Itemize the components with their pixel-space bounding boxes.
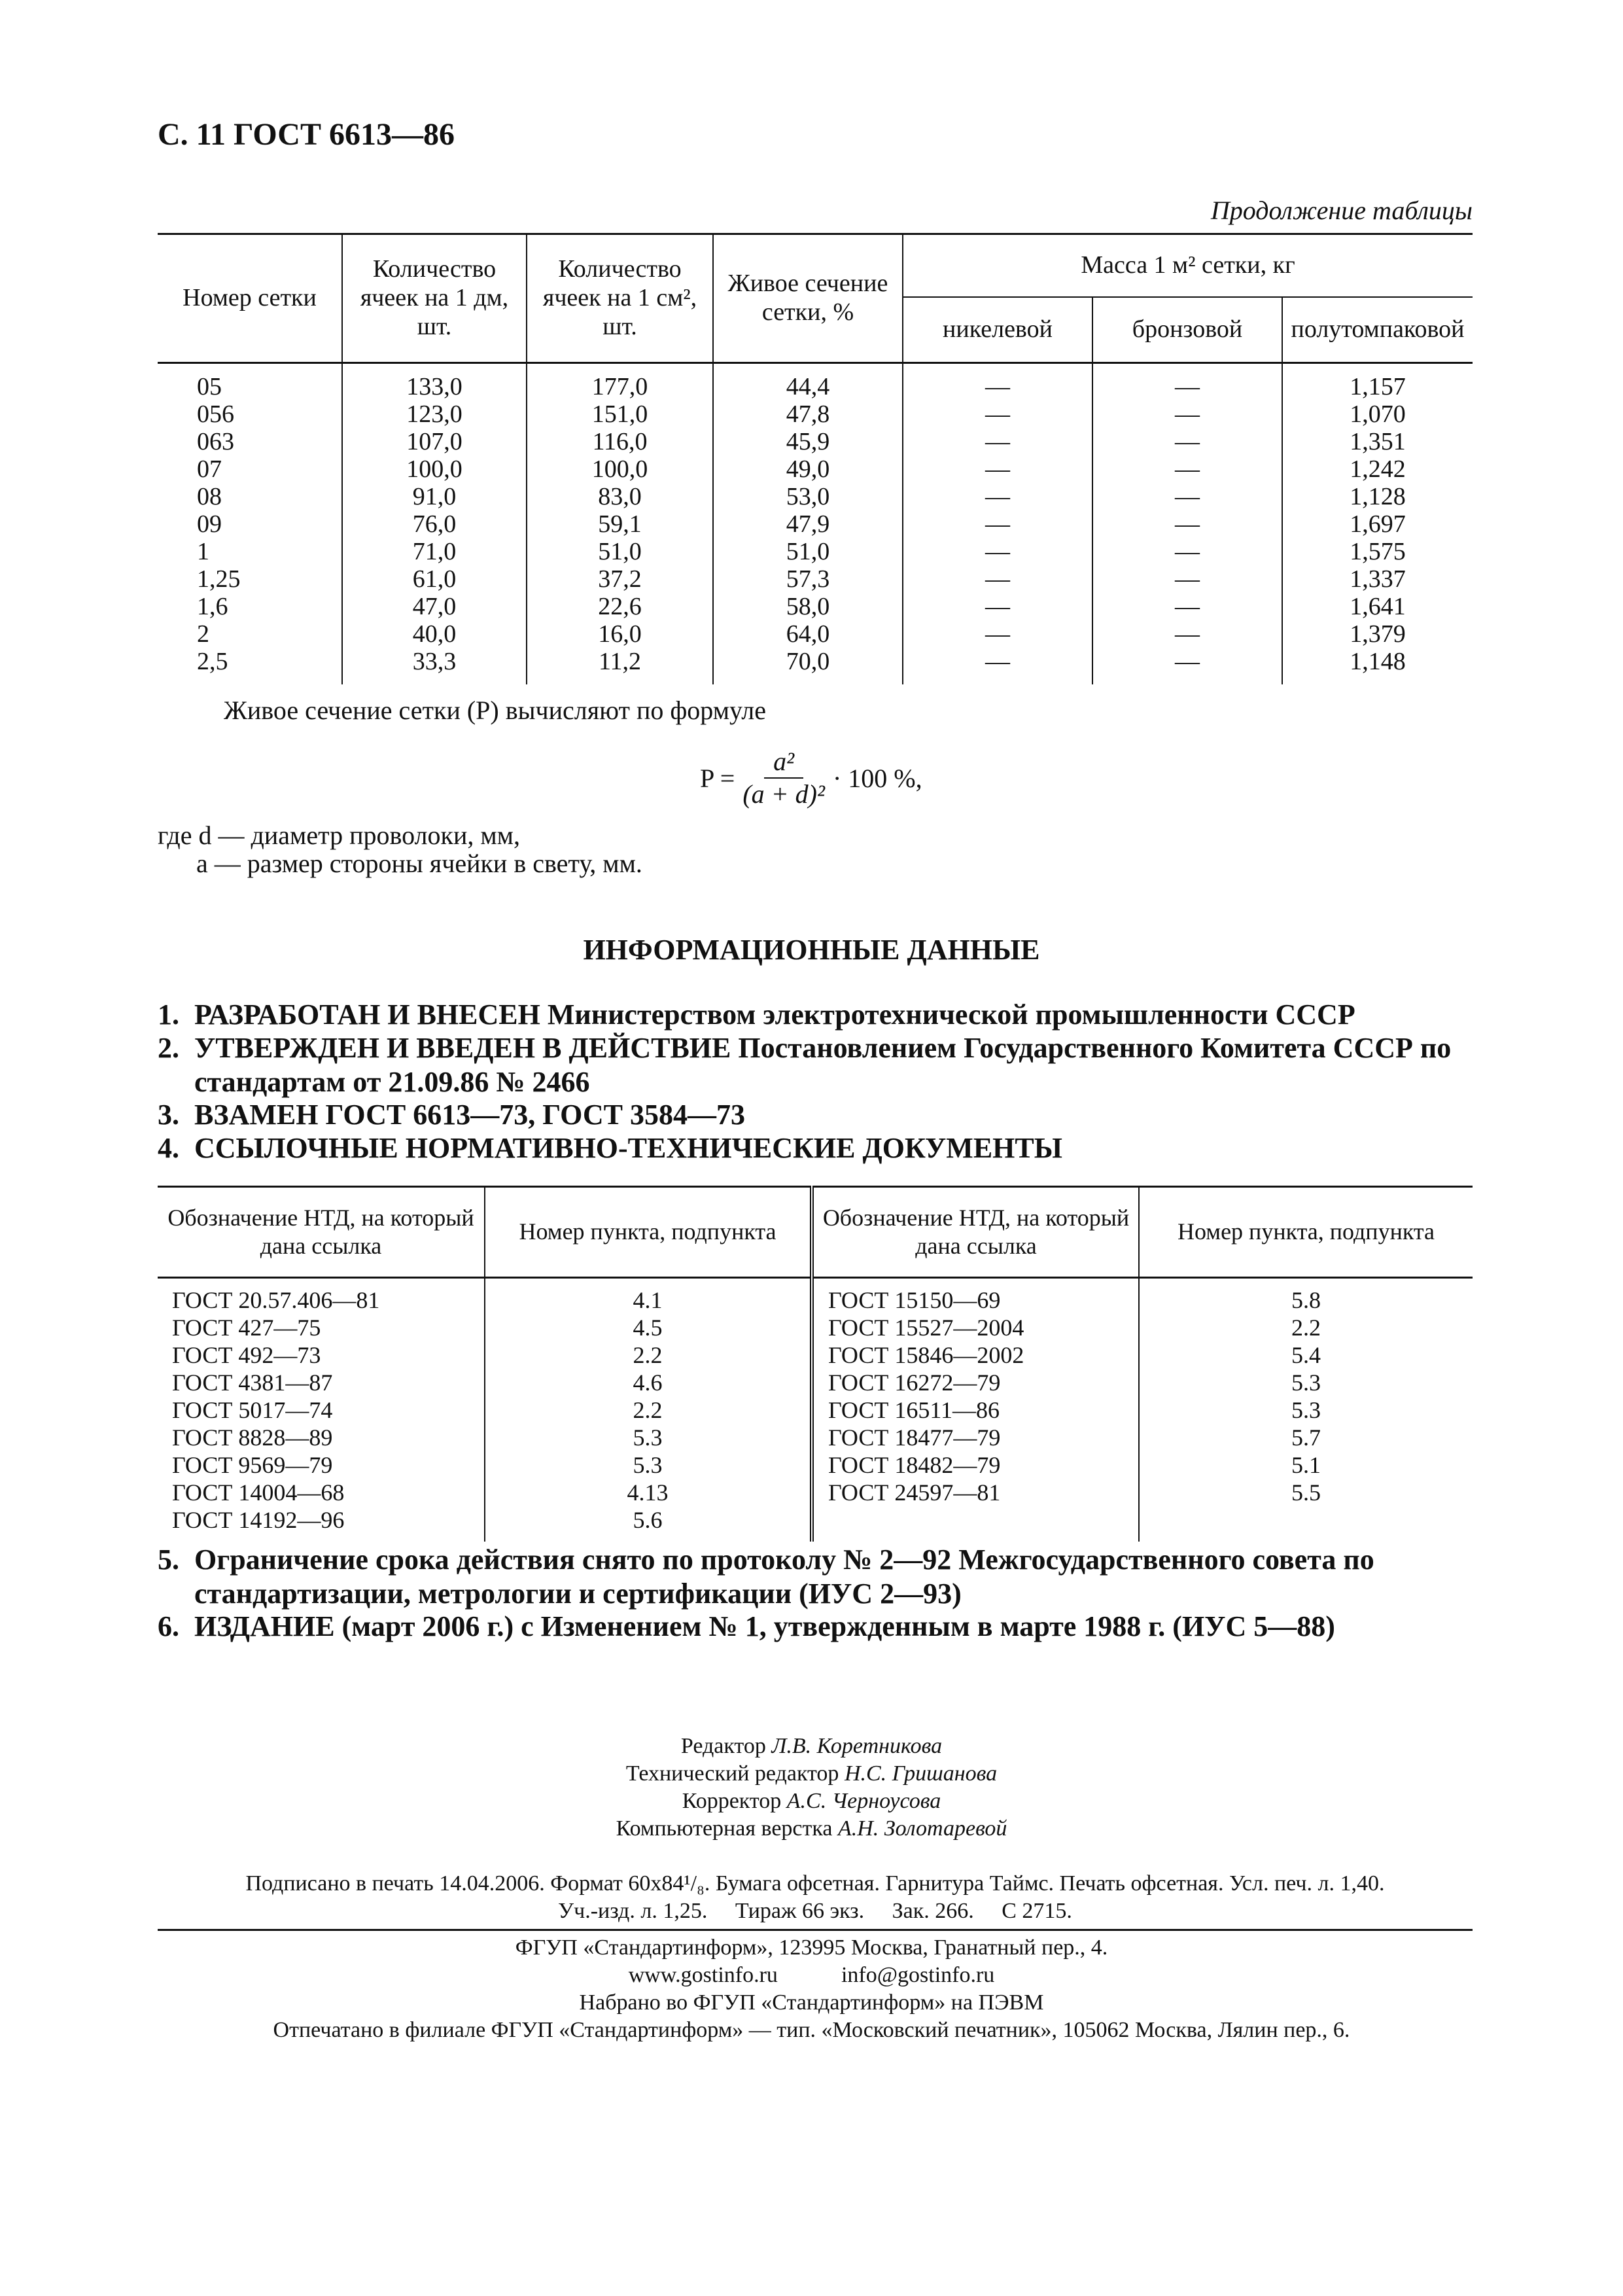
publisher-contacts: [0, 1963, 1623, 1988]
table-cell: —: [903, 510, 1092, 538]
table-cell: 91,0: [342, 483, 527, 510]
credit-person: Л.В. Коретникова: [771, 1734, 943, 1758]
reference-table-body: [158, 1278, 1473, 1542]
table-row: [158, 1506, 1473, 1542]
table-cell: 4.5: [485, 1314, 812, 1341]
divider: [158, 1929, 1473, 1931]
table-cell: —: [903, 538, 1092, 565]
table-row: [158, 510, 1473, 538]
table-cell: ГОСТ 16272—79: [812, 1369, 1139, 1396]
table-cell: —: [903, 363, 1092, 401]
table-cell: —: [903, 400, 1092, 428]
table-row: [158, 538, 1473, 565]
info-item-4: [158, 1131, 1473, 1165]
table-cell: 1,242: [1282, 455, 1473, 483]
table-cell: —: [903, 593, 1092, 620]
table-row: [158, 363, 1473, 401]
credit-tech-editor: [0, 1761, 1623, 1786]
table-cell: 51,0: [713, 538, 903, 565]
reference-table: [158, 1186, 1473, 1542]
table-cell: 11,2: [527, 648, 713, 684]
table-row: [158, 1278, 1473, 1315]
table-cell: 70,0: [713, 648, 903, 684]
table-continuation-label: Продолжение таблицы: [1210, 196, 1473, 225]
table-cell: —: [1092, 510, 1282, 538]
table-cell: 1,641: [1282, 593, 1473, 620]
table-cell: 33,3: [342, 648, 527, 684]
table-cell: 100,0: [342, 455, 527, 483]
table-cell: 100,0: [527, 455, 713, 483]
table-cell: ГОСТ 18482—79: [812, 1451, 1139, 1479]
table-cell: 151,0: [527, 400, 713, 428]
formula-where-a: a — размер стороны ячейки в свету, мм.: [196, 849, 642, 878]
table-cell: 5.6: [485, 1506, 812, 1542]
table-cell: 1,337: [1282, 565, 1473, 593]
table-cell: 1,575: [1282, 538, 1473, 565]
header-semitombac: полутомпаковой: [1282, 297, 1473, 363]
header-bronze: бронзовой: [1092, 297, 1282, 363]
table-cell: —: [1092, 648, 1282, 684]
table-cell: 1,148: [1282, 648, 1473, 684]
formula-numerator: a²: [764, 746, 803, 779]
table-row: [158, 1424, 1473, 1451]
info-item-text: РАЗРАБОТАН И ВНЕСЕН Министерством электротехнической промышленности СССР: [194, 998, 1355, 1031]
table-row: [158, 483, 1473, 510]
header-ref-doc-left: Обозначение НТД, на который дана ссылка: [158, 1187, 485, 1278]
publisher-email-link[interactable]: info@gostinfo.ru: [841, 1963, 995, 1987]
table-cell: —: [903, 428, 1092, 455]
header-mesh-number: Номер сетки: [158, 234, 342, 363]
mesh-table: [158, 233, 1473, 684]
table-cell: 5.8: [1139, 1278, 1473, 1315]
table-cell: 1,070: [1282, 400, 1473, 428]
table-cell: 2.2: [1139, 1314, 1473, 1341]
table-cell: 47,0: [342, 593, 527, 620]
table-cell: 40,0: [342, 620, 527, 648]
page-header: С. 11 ГОСТ 6613—86: [158, 117, 455, 152]
credit-person: Н.С. Гришанова: [844, 1761, 998, 1786]
table-cell: 4.13: [485, 1479, 812, 1506]
table-row: [158, 1314, 1473, 1341]
table-row: [158, 1369, 1473, 1396]
table-cell: 123,0: [342, 400, 527, 428]
table-cell: 1,351: [1282, 428, 1473, 455]
table-cell: [812, 1506, 1139, 1542]
table-cell: 5.3: [485, 1451, 812, 1479]
formula-denominator: (a + d)²: [742, 779, 825, 809]
table-cell: 5.3: [1139, 1369, 1473, 1396]
table-cell: 45,9: [713, 428, 903, 455]
info-heading: ИНФОРМАЦИОННЫЕ ДАННЫЕ: [583, 934, 1040, 966]
info-item-text: Ограничение срока действия снято по протоколу № 2—92 Межгосударственного совета по: [194, 1544, 1374, 1576]
table-cell: —: [1092, 565, 1282, 593]
table-row: [158, 1479, 1473, 1506]
table-cell: ГОСТ 16511—86: [812, 1396, 1139, 1424]
table-cell: 5.5: [1139, 1479, 1473, 1506]
table-cell: ГОСТ 492—73: [172, 1342, 321, 1368]
credit-editor: [0, 1734, 1623, 1759]
info-item-number: 3.: [158, 1099, 179, 1131]
table-cell: 1,697: [1282, 510, 1473, 538]
table-cell: 47,9: [713, 510, 903, 538]
header-ref-clause-left: Номер пункта, подпункта: [485, 1187, 812, 1278]
info-item-6: [158, 1610, 1473, 1644]
formula-rhs: · 100 %,: [832, 763, 922, 793]
table-cell: 22,6: [527, 593, 713, 620]
info-item-text: ВЗАМЕН ГОСТ 6613—73, ГОСТ 3584—73: [194, 1099, 746, 1131]
table-row: [158, 1451, 1473, 1479]
table-cell: 107,0: [342, 428, 527, 455]
formula-intro: Живое сечение сетки (P) вычисляют по формуле: [224, 696, 766, 725]
table-cell: 063: [197, 428, 234, 455]
formula-where-d: где d — диаметр проволоки, мм,: [158, 821, 520, 850]
header-mass-group: Масса 1 м² сетки, кг: [903, 234, 1473, 298]
table-cell: 133,0: [342, 363, 527, 401]
table-row: [158, 428, 1473, 455]
table-row: [158, 565, 1473, 593]
table-cell: ГОСТ 20.57.406—81: [172, 1287, 380, 1313]
table-cell: —: [1092, 538, 1282, 565]
table-cell: ГОСТ 4381—87: [172, 1369, 333, 1396]
header-ref-doc-right: Обозначение НТД, на который дана ссылка: [812, 1187, 1139, 1278]
info-item-1: [158, 998, 1473, 1032]
table-cell: ГОСТ 8828—89: [172, 1424, 333, 1451]
table-cell: 1,25: [197, 565, 241, 593]
print-info-line-1: Подписано в печать 14.04.2006. Формат 60x84¹/₈. Бумага офсетная. Гарнитура Таймс. Печать офсетная. Усл. печ. л. 1,40.: [245, 1871, 1385, 1896]
table-cell: ГОСТ 14004—68: [172, 1479, 345, 1506]
table-cell: 58,0: [713, 593, 903, 620]
table-cell: 1,6: [197, 593, 228, 620]
info-item-continuation: стандартам от 21.09.86 № 2466: [194, 1066, 590, 1098]
credit-layout: [0, 1816, 1623, 1841]
table-cell: 07: [197, 455, 222, 483]
mesh-table-body: [158, 363, 1473, 685]
table-cell: —: [1092, 593, 1282, 620]
info-item-number: 6.: [158, 1610, 179, 1642]
table-cell: 1,128: [1282, 483, 1473, 510]
header-ref-clause-right: Номер пункта, подпункта: [1139, 1187, 1473, 1278]
info-item-3: [158, 1098, 1473, 1132]
table-cell: ГОСТ 14192—96: [172, 1507, 345, 1533]
credit-role: Компьютерная верстка: [616, 1816, 833, 1841]
table-cell: 4.6: [485, 1369, 812, 1396]
table-cell: 57,3: [713, 565, 903, 593]
info-item-continuation: стандартизации, метрологии и сертификации (ИУС 2—93): [194, 1578, 962, 1610]
info-item-number: 5.: [158, 1544, 179, 1576]
table-cell: 1,379: [1282, 620, 1473, 648]
info-item-number: 1.: [158, 998, 179, 1031]
formula-fraction: [742, 746, 825, 810]
table-row: [158, 455, 1473, 483]
table-cell: —: [903, 565, 1092, 593]
table-cell: ГОСТ 15846—2002: [812, 1341, 1139, 1369]
table-cell: 177,0: [527, 363, 713, 401]
print-info-line-2: Уч.-изд. л. 1,25. Тираж 66 экз. Зак. 266. С 2715.: [558, 1899, 1072, 1923]
table-cell: 64,0: [713, 620, 903, 648]
header-cells-per-cm2: Количество ячеек на 1 см², шт.: [527, 234, 713, 363]
table-row: [158, 1341, 1473, 1369]
table-cell: 5.7: [1139, 1424, 1473, 1451]
table-cell: 2: [197, 620, 209, 648]
table-cell: 51,0: [527, 538, 713, 565]
header-nickel: никелевой: [903, 297, 1092, 363]
table-cell: ГОСТ 5017—74: [172, 1397, 333, 1423]
table-cell: 08: [197, 483, 222, 510]
table-cell: —: [1092, 483, 1282, 510]
table-cell: 5.3: [485, 1424, 812, 1451]
table-cell: 53,0: [713, 483, 903, 510]
table-cell: —: [1092, 428, 1282, 455]
table-cell: 5.4: [1139, 1341, 1473, 1369]
table-cell: 4.1: [485, 1278, 812, 1315]
table-cell: ГОСТ 15150—69: [812, 1278, 1139, 1315]
table-cell: 49,0: [713, 455, 903, 483]
table-row: [158, 648, 1473, 684]
info-item-text: ССЫЛОЧНЫЕ НОРМАТИВНО-ТЕХНИЧЕСКИЕ ДОКУМЕНТЫ: [194, 1132, 1062, 1164]
table-row: [158, 400, 1473, 428]
table-cell: ГОСТ 9569—79: [172, 1452, 333, 1478]
table-cell: —: [903, 620, 1092, 648]
credit-role: Корректор: [682, 1789, 782, 1813]
table-cell: 44,4: [713, 363, 903, 401]
table-cell: 2.2: [485, 1396, 812, 1424]
table-row: [158, 1396, 1473, 1424]
formula-lhs: P =: [700, 763, 735, 793]
table-cell: 5.3: [1139, 1396, 1473, 1424]
info-item-2: [158, 1031, 1473, 1099]
table-cell: ГОСТ 15527—2004: [812, 1314, 1139, 1341]
table-cell: 05: [197, 373, 222, 400]
publisher-address: ФГУП «Стандартинформ», 123995 Москва, Гранатный пер., 4.: [515, 1935, 1108, 1960]
table-cell: 59,1: [527, 510, 713, 538]
table-cell: ГОСТ 18477—79: [812, 1424, 1139, 1451]
credit-role: Редактор: [680, 1734, 766, 1758]
table-cell: ГОСТ 427—75: [172, 1315, 321, 1341]
table-cell: 76,0: [342, 510, 527, 538]
table-cell: 61,0: [342, 565, 527, 593]
table-cell: —: [903, 455, 1092, 483]
credit-corrector: [0, 1789, 1623, 1814]
table-cell: 16,0: [527, 620, 713, 648]
publisher-website-link[interactable]: www.gostinfo.ru: [628, 1963, 778, 1987]
table-cell: 71,0: [342, 538, 527, 565]
info-item-number: 2.: [158, 1032, 179, 1064]
header-cells-per-dm: Количество ячеек на 1 дм, шт.: [342, 234, 527, 363]
table-cell: 5.1: [1139, 1451, 1473, 1479]
table-cell: ГОСТ 24597—81: [812, 1479, 1139, 1506]
table-cell: 83,0: [527, 483, 713, 510]
header-open-area: Живое сечение сетки, %: [713, 234, 903, 363]
info-item-number: 4.: [158, 1132, 179, 1164]
table-row: [158, 620, 1473, 648]
credit-person: А.Н. Золотаревой: [837, 1816, 1007, 1841]
table-cell: —: [903, 483, 1092, 510]
table-cell: [1139, 1506, 1473, 1542]
table-cell: —: [1092, 620, 1282, 648]
table-cell: 056: [197, 400, 234, 428]
table-cell: 2,5: [197, 648, 228, 675]
info-item-text: УТВЕРЖДЕН И ВВЕДЕН В ДЕЙСТВИЕ Постановлением Государственного Комитета СССР по: [194, 1032, 1452, 1064]
table-cell: —: [1092, 400, 1282, 428]
formula: [700, 746, 922, 810]
table-cell: 47,8: [713, 400, 903, 428]
table-cell: 1: [197, 538, 209, 565]
table-cell: 1,157: [1282, 363, 1473, 401]
credit-person: А.С. Черноусова: [786, 1789, 941, 1813]
table-cell: 116,0: [527, 428, 713, 455]
table-cell: 2.2: [485, 1341, 812, 1369]
info-item-5: [158, 1543, 1473, 1611]
table-cell: —: [1092, 455, 1282, 483]
info-item-text: ИЗДАНИЕ (март 2006 г.) с Изменением № 1, утвержденным в марте 1988 г. (ИУС 5—88): [194, 1610, 1335, 1642]
typeset-info: Набрано во ФГУП «Стандартинформ» на ПЭВМ: [579, 1990, 1044, 2015]
table-cell: —: [903, 648, 1092, 684]
printer-info: Отпечатано в филиале ФГУП «Стандартинформ» — тип. «Московский печатник», 105062 Москва, Лялин пер., 6.: [273, 2018, 1350, 2042]
table-cell: 09: [197, 510, 222, 538]
table-cell: 37,2: [527, 565, 713, 593]
credit-role: Технический редактор: [625, 1761, 839, 1786]
table-row: [158, 593, 1473, 620]
table-cell: —: [1092, 363, 1282, 401]
